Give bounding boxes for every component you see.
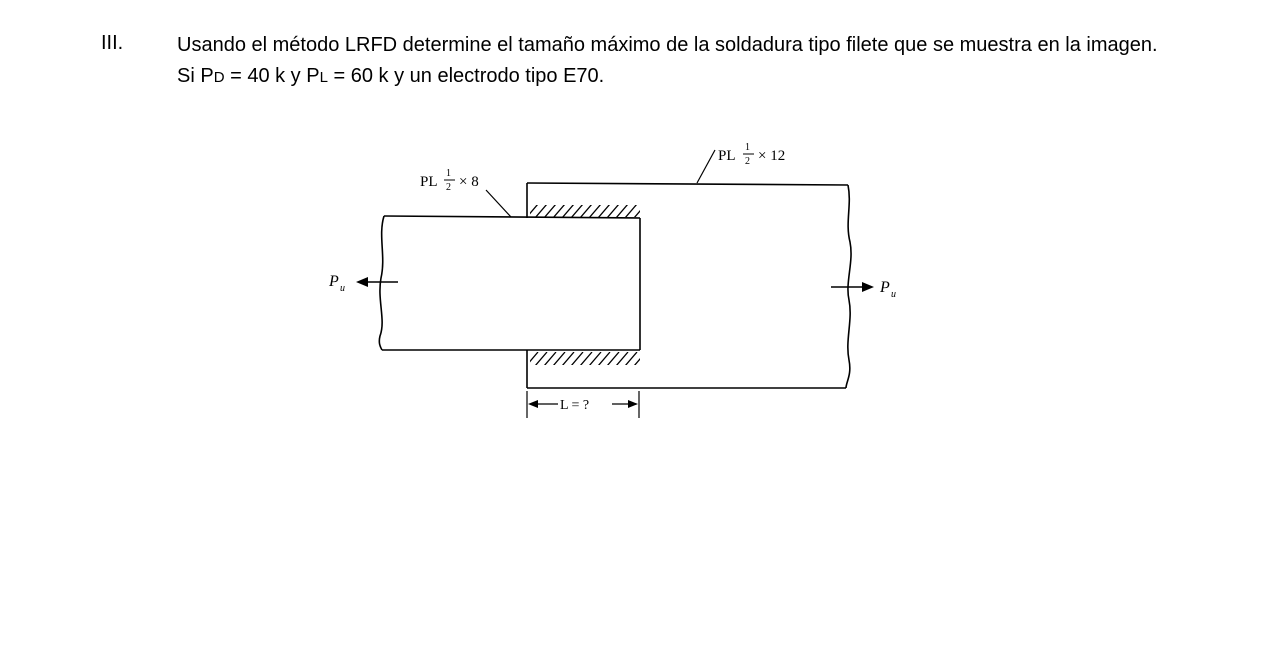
left-load-symbol: P bbox=[329, 273, 339, 290]
right-load-symbol: P bbox=[880, 279, 890, 296]
small-plate-label bbox=[420, 168, 479, 193]
left-load-label bbox=[328, 273, 345, 294]
small-plate-label-suffix: × 8 bbox=[459, 174, 479, 190]
small-plate bbox=[379, 216, 640, 350]
problem-number: III. bbox=[101, 32, 124, 54]
left-arrowhead bbox=[356, 277, 368, 287]
statement-part-3: = 60 k y un electrodo tipo E70. bbox=[327, 65, 605, 87]
right-load-subscript: u bbox=[891, 289, 896, 300]
left-load-subscript: u bbox=[340, 283, 345, 294]
dimension-label: L = ? bbox=[560, 398, 590, 413]
large-plate-label-suffix: × 12 bbox=[758, 148, 786, 164]
statement-part-2: = 40 k y P bbox=[224, 65, 320, 87]
leader-line-large-plate bbox=[697, 150, 715, 183]
right-arrowhead bbox=[862, 282, 874, 292]
weld-hatch-bottom bbox=[526, 352, 646, 366]
statement-part-1: Usando el método LRFD determine el tamaño máximo de la soldadura tipo filete que se muestra en la imagen. Si P bbox=[177, 34, 1158, 87]
large-plate-label bbox=[718, 142, 785, 167]
pl-subscript: L bbox=[319, 69, 328, 86]
dimension-right-arrowhead bbox=[628, 400, 638, 408]
large-plate bbox=[527, 183, 851, 388]
weld-hatch-top bbox=[526, 204, 646, 218]
small-plate-label-denominator: 2 bbox=[446, 182, 451, 193]
large-plate-label-denominator: 2 bbox=[745, 156, 750, 167]
right-load-label bbox=[879, 279, 896, 300]
small-plate-label-numerator: 1 bbox=[446, 168, 451, 179]
small-plate-label-prefix: PL bbox=[420, 174, 438, 190]
large-plate-label-numerator: 1 bbox=[745, 142, 750, 153]
pd-subscript: D bbox=[213, 69, 225, 86]
leader-line-small-plate bbox=[486, 190, 511, 217]
dimension-left-arrowhead bbox=[528, 400, 538, 408]
large-plate-label-prefix: PL bbox=[718, 148, 736, 164]
